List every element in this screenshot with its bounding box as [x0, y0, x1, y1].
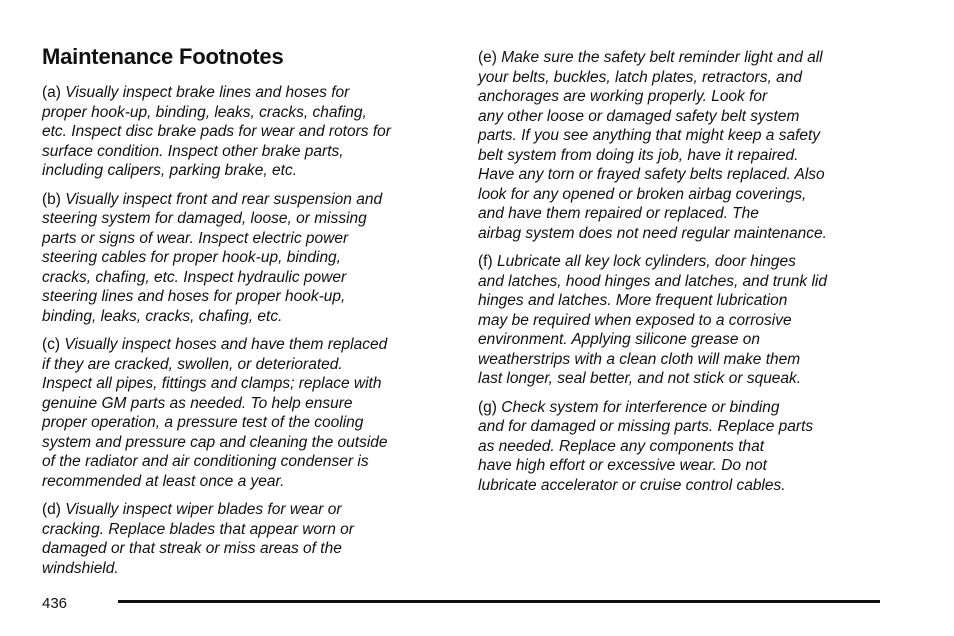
footnote-line — [42, 335, 457, 355]
footnote-line — [42, 394, 457, 414]
footnote-text: system and pressure cap and cleaning the outside — [42, 433, 388, 451]
footnote-g — [478, 398, 898, 496]
footnote-line — [478, 291, 898, 311]
footnote-line — [478, 252, 898, 272]
footnote-text: your belts, buckles, latch plates, retractors, and — [478, 68, 802, 86]
footnote-text: if they are cracked, swollen, or deteriorated. — [42, 355, 343, 373]
footer-rule — [118, 600, 880, 603]
footnote-line — [478, 126, 898, 146]
footnote-text: Visually inspect hoses and have them replaced — [64, 336, 388, 353]
footnote-line — [42, 287, 457, 307]
footnote-text: airbag system does not need regular maintenance. — [478, 224, 827, 242]
footnote-d — [42, 500, 457, 578]
footnote-text: anchorages are working properly. Look for — [478, 88, 768, 105]
footnote-text: Visually inspect wiper blades for wear or — [65, 501, 342, 518]
footnote-text: of the radiator and air conditioning condenser is — [42, 453, 369, 470]
footnote-line — [42, 433, 457, 453]
footnote-text: genuine GM parts as needed. To help ensure — [42, 394, 353, 412]
right-column — [478, 48, 898, 504]
footnote-text: belt system from doing its job, have it repaired. — [478, 146, 799, 164]
footnote-label: (e) — [478, 49, 497, 66]
footnote-text: cracks, chafing, etc. Inspect hydraulic power — [42, 268, 347, 286]
footnote-a — [42, 83, 457, 181]
footnote-line — [478, 330, 898, 350]
footnote-text: including calipers, parking brake, etc. — [42, 162, 298, 179]
footnote-label: (d) — [42, 501, 61, 518]
footnote-line — [42, 122, 457, 142]
footnote-text: lubricate accelerator or cruise control cables. — [478, 476, 786, 494]
footnote-line — [42, 413, 457, 433]
footnote-text: steering system for damaged, loose, or missing — [42, 210, 367, 227]
footnote-line — [478, 165, 898, 185]
footnote-text: any other loose or damaged safety belt system — [478, 107, 800, 125]
footnote-line — [42, 268, 457, 288]
footnote-line — [478, 48, 898, 68]
footnote-line — [478, 417, 898, 437]
footnote-f — [478, 252, 898, 389]
footnote-text: windshield. — [42, 559, 119, 577]
footnote-label: (c) — [42, 336, 61, 353]
footnote-line — [42, 520, 457, 540]
footnote-label: (g) — [478, 398, 497, 416]
footnote-text: Have any torn or frayed safety belts replaced. Also — [478, 166, 825, 183]
footnote-line — [42, 452, 457, 472]
footnote-line — [42, 161, 457, 181]
footnote-line — [42, 539, 457, 559]
footnote-text: Lubricate all key lock cylinders, door hinges — [496, 253, 796, 270]
footnote-text: binding, leaks, cracks, chafing, etc. — [42, 307, 283, 325]
footnote-b — [42, 190, 457, 327]
footnote-label: (f) — [478, 253, 493, 270]
footnote-line — [42, 190, 457, 210]
footnote-line — [42, 500, 457, 520]
footnote-text: Inspect all pipes, fittings and clamps; replace with — [42, 375, 382, 392]
footnote-line — [42, 307, 457, 327]
footnote-text: steering lines and hoses for proper hook-up, — [42, 288, 346, 305]
footnote-text: steering cables for proper hook-up, binding, — [42, 249, 341, 266]
footnote-text: Make sure the safety belt reminder light and all — [501, 49, 823, 66]
footnote-line — [478, 107, 898, 127]
footnote-text: Check system for interference or binding — [501, 398, 780, 416]
footnote-text: may be required when exposed to a corrosive — [478, 311, 792, 329]
footnote-c — [42, 335, 457, 491]
footnote-line — [478, 437, 898, 457]
footnote-text: proper operation, a pressure test of the cooling — [42, 414, 364, 431]
footnote-line — [42, 83, 457, 103]
left-column — [42, 83, 457, 587]
footnote-line — [478, 476, 898, 496]
footnote-text: weatherstrips with a clean cloth will make them — [478, 350, 801, 368]
footnote-text: environment. Applying silicone grease on — [478, 331, 761, 348]
footnote-text: cracking. Replace blades that appear worn or — [42, 520, 354, 538]
footnote-line — [478, 185, 898, 205]
footnote-line — [42, 248, 457, 268]
footnote-text: surface condition. Inspect other brake parts, — [42, 142, 344, 160]
footnote-line — [478, 146, 898, 166]
footnote-label: (a) — [42, 84, 61, 101]
footnote-line — [478, 87, 898, 107]
footnote-line — [42, 472, 457, 492]
footnote-line — [478, 350, 898, 370]
footnote-text: etc. Inspect disc brake pads for wear and rotors for — [42, 123, 391, 140]
footnote-line — [42, 142, 457, 162]
footnote-line — [478, 272, 898, 292]
footnote-line — [42, 103, 457, 123]
footnote-text: recommended at least once a year. — [42, 472, 285, 490]
footnote-text: and for damaged or missing parts. Replace parts — [478, 418, 814, 435]
footnote-text: parts or signs of wear. Inspect electric power — [42, 229, 349, 247]
footnote-line — [478, 369, 898, 389]
footnote-text: parts. If you see anything that might keep a safety — [478, 127, 821, 144]
footnote-text: Visually inspect front and rear suspension and — [65, 190, 383, 208]
footnote-line — [478, 224, 898, 244]
footnote-text: damaged or that streak or miss areas of the — [42, 540, 342, 557]
footnote-line — [478, 311, 898, 331]
page-title: Maintenance Footnotes — [42, 44, 284, 69]
footnote-e — [478, 48, 898, 243]
footnote-text: look for any opened or broken airbag coverings, — [478, 185, 807, 203]
footnote-line — [478, 456, 898, 476]
footnote-line — [42, 374, 457, 394]
footnote-label: (b) — [42, 190, 61, 208]
footnote-line — [42, 559, 457, 579]
footnote-line — [42, 355, 457, 375]
footnote-text: have high effort or excessive wear. Do not — [478, 457, 767, 474]
footnote-line — [478, 68, 898, 88]
footnote-text: as needed. Replace any components that — [478, 437, 765, 455]
footnote-line — [42, 209, 457, 229]
footnote-text: Visually inspect brake lines and hoses for — [65, 84, 350, 101]
footnote-text: hinges and latches. More frequent lubrication — [478, 292, 788, 309]
page-number: 436 — [42, 595, 68, 612]
footnote-text: last longer, seal better, and not stick or squeak. — [478, 370, 802, 387]
footnote-text: and latches, hood hinges and latches, and trunk lid — [478, 272, 827, 290]
footnote-text: and have them repaired or replaced. The — [478, 205, 759, 222]
footnote-line — [478, 398, 898, 418]
footnote-line — [42, 229, 457, 249]
footnote-line — [478, 204, 898, 224]
footnote-text: proper hook-up, binding, leaks, cracks, chafing, — [42, 103, 367, 121]
